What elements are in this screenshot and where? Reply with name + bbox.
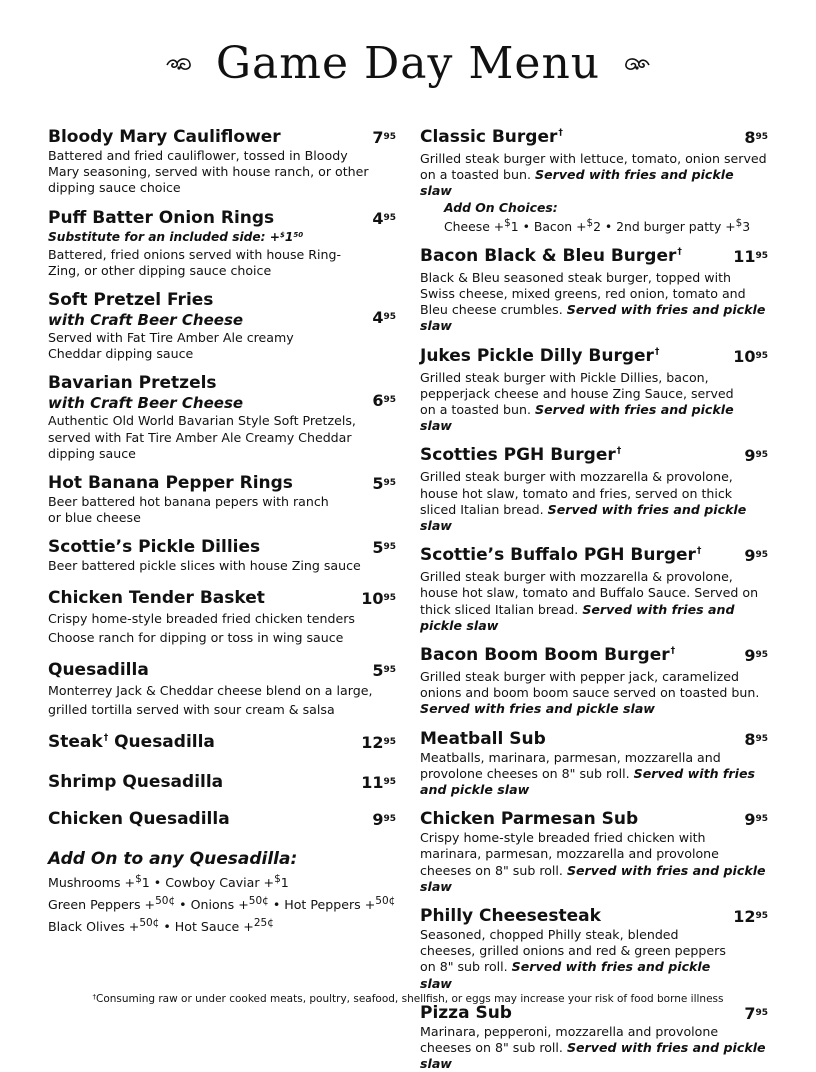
item-price: $9^{95}$ [744,645,768,665]
menu-item [48,588,396,647]
item-name: Quesadilla [48,659,149,680]
page-title: Game Day Menu [215,38,601,89]
item-description: Battered and fried cauliflower, tossed in Bloody Mary seasoning, served with house ranch, or other dipping sauce choice [48,148,369,196]
item-name: Shrimp Quesadilla [48,771,224,792]
item-price: $9^{95}$ [744,810,768,830]
item-description: Monterrey Jack & Cheddar cheese blend on a large, grilled tortilla served with sour cream & salsa [48,682,373,717]
item-name: Puff Batter Onion Rings [48,207,275,228]
menu-item [420,545,768,634]
item-name: Scotties PGH Burger† [420,445,622,466]
item-subtitle: with Craft Beer Cheese [48,394,244,413]
item-description: Authentic Old World Bavarian Style Soft Pretzels, served with Fat Tire Amber Ale Creamy Cheddar dipping sauce [48,413,356,461]
item-price: $11^{95}$ [733,246,768,266]
menu-item [48,537,396,574]
item-description: Served with Fat Tire Amber Ale creamy Cheddar dipping sauce [48,330,294,362]
item-description: Battered, fried onions served with house Ring-Zing, or other dipping sauce choice [48,246,342,278]
quesadilla-addons [48,848,396,937]
item-name: Philly Cheesesteak [420,906,601,927]
fleuron-ornament-icon [623,55,651,73]
item-substitute-note: Substitute for an included side: $+^{\$}1^{50}$ [48,229,304,244]
menu-item [420,906,768,992]
item-price: $10^{95}$ [361,588,396,608]
menu-item [48,473,396,526]
item-description: Grilled steak burger with lettuce, tomato, onion served on a toasted bun. Served with fries and pickle slaw [420,151,767,199]
food-safety-disclaimer: †Consuming raw or under cooked meats, poultry, seafood, shellfish, or eggs may increase your risk of food borne illness [92,993,724,1005]
item-name: Hot Banana Pepper Rings [48,473,293,494]
item-name: Bloody Mary Cauliflower [48,127,281,147]
item-name: Bavarian Pretzels [48,373,217,394]
item-name: Soft Pretzel Fries [48,290,214,311]
addons-line: Mushrooms +$1 • Cowboy Caviar +$1 [48,872,289,890]
item-price: $9^{95}$ [372,809,396,829]
item-name: Classic Burger† [420,127,563,147]
item-name: Scottie’s Pickle Dillies [48,537,261,558]
item-price: $7^{95}$ [744,1003,768,1023]
menu-item [420,246,768,335]
item-name: Bacon Black & Bleu Burger† [420,245,682,266]
burgers-subs-column [420,127,768,1072]
menu-item [420,127,768,235]
item-description: Crispy home-style breaded fried chicken with marinara, parmesan, mozzarella and provolone cheeses on 8" sub roll. Served with fries and pickle slaw [420,830,766,894]
item-description: Grilled steak burger with mozzarella & provolone, house hot slaw, tomato and Buffalo Sauce. Served on thick sliced Italian bread. Served with fries and pickle slaw [420,569,759,633]
menu-item [420,346,768,435]
item-description: Grilled steak burger with pepper jack, caramelized onions and boom boom sauce served on toasted bun. Served with fries and pickle slaw [420,668,760,717]
item-price: $5^{95}$ [372,538,396,558]
menu-item [48,290,396,362]
item-price: $12^{95}$ [361,732,396,752]
addons-heading: Add On Choices: [444,199,558,215]
item-price: $8^{95}$ [744,729,768,749]
item-price: $4^{95}$ [372,308,396,328]
item-description: Grilled steak burger with mozzarella & provolone, house hot slaw, tomato and fries, served on thick sliced Italian bread. Served with fries and pickle slaw [420,469,747,533]
item-name: Chicken Tender Basket [48,587,265,608]
menu-item [48,809,396,830]
item-name: Scottie’s Buffalo PGH Burger† [420,545,702,566]
item-description: Meatballs, marinara, parmesan, mozzarella and provolone cheeses on 8" sub roll. Served with fries and pickle slaw [420,749,755,797]
addons-heading: Add On to any Quesadilla: [48,848,298,869]
item-description: Crispy home-style breaded fried chicken tenders Choose ranch for dipping or toss in wing sauce [48,610,355,645]
item-price: $9^{95}$ [744,546,768,566]
item-price: $7^{95}$ [372,128,396,147]
addons-line: Green Peppers +$^{50¢}$ • Onions +$^{50¢}$ • Hot Peppers +$^{50¢}$ [48,894,396,913]
item-price: $10^{95}$ [733,346,768,366]
item-price: $9^{95}$ [744,446,768,466]
addons-line: Black Olives +$^{50¢}$ • Hot Sauce +$^{25¢}$ [48,917,274,935]
menu-item [48,732,396,756]
item-description: Seasoned, chopped Philly steak, blended cheeses, grilled onions and red & green peppers on 8" sub roll. Served with fries and pickle slaw [420,927,726,991]
item-name: Steak† Quesadilla [48,731,215,752]
item-name: Chicken Quesadilla [48,808,230,829]
item-price: $12^{95}$ [733,907,768,927]
addons-line: Cheese +$1 • Bacon +$2 • 2nd burger patty +$3 [444,216,751,234]
item-name: Meatball Sub [420,728,546,749]
item-subtitle: with Craft Beer Cheese [48,311,244,330]
menu-item [420,645,768,718]
menu-item [48,772,396,793]
appetizers-column [48,127,396,936]
item-price: $4^{95}$ [372,208,396,228]
menu-item [48,373,396,462]
fleuron-ornament-icon [165,55,193,73]
item-price: $11^{95}$ [361,772,396,792]
menu-item [48,660,396,719]
item-description: Marinara, pepperoni, mozzarella and provolone cheeses on 8" sub roll. Served with fries and pickle slaw [420,1023,766,1072]
item-price: $8^{95}$ [744,128,768,147]
item-price: $5^{95}$ [372,660,396,680]
item-description: Beer battered hot banana pepers with ranch or blue cheese [48,494,329,526]
item-description: Beer battered pickle slices with house Zing sauce [48,558,361,574]
item-name: Jukes Pickle Dilly Burger† [420,345,660,366]
menu-item [48,208,396,279]
item-price: $6^{95}$ [372,391,396,411]
menu-item [420,1003,768,1072]
item-description: Black & Bleu seasoned steak burger, topped with Swiss cheese, mixed greens, red onion, tomato and Bleu cheese crumbles. Served with fries and pickle slaw [420,269,766,334]
menu-item [420,729,768,799]
menu-header [0,38,816,89]
item-price: $5^{95}$ [372,474,396,494]
item-name: Chicken Parmesan Sub [420,809,639,830]
menu-item [420,445,768,534]
menu-item [48,127,396,197]
item-description: Grilled steak burger with Pickle Dillies, bacon, pepperjack cheese and house Zing Sauce, served on a toasted bun. Served with fries and pickle slaw [420,369,734,434]
menu-item [420,809,768,895]
item-name: Pizza Sub [420,1002,512,1023]
item-name: Bacon Boom Boom Burger† [420,644,676,665]
